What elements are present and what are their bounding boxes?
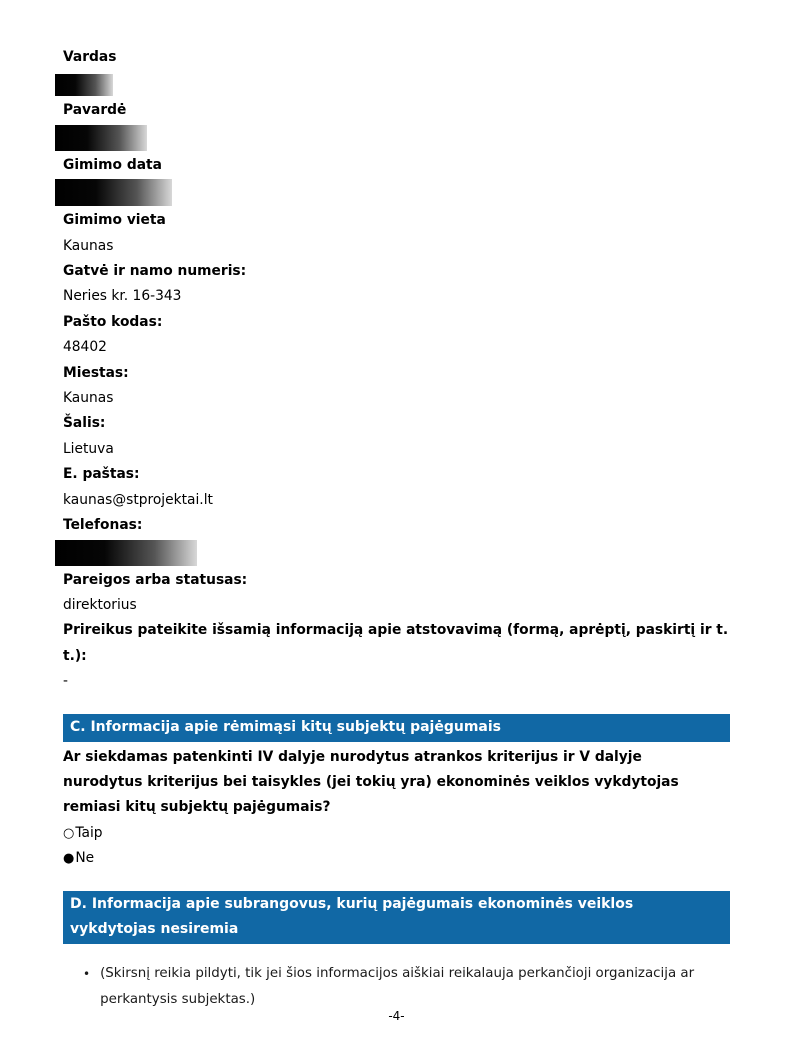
field-label-epastas: E. paštas: <box>63 466 140 483</box>
field-pareigos <box>63 568 730 619</box>
field-pasto-kodas <box>63 310 730 361</box>
field-label-gatve: Gatvė ir namo numeris: <box>63 263 247 280</box>
radio-selected-icon: ● <box>63 851 75 867</box>
section-d-note-text: (Skirsnį reikia pildyti, tik jei šios informacijos aiškiai reikalauja perkančioji organizacija ar perkantysis subjektas.) <box>100 965 695 1007</box>
field-gimimo-vieta <box>63 208 730 259</box>
redacted-value-telefonas <box>55 540 197 566</box>
field-label-atstovavimas: Prireikus pateikite išsamią informaciją apie atstovavimą (formą, aprėptį, paskirtį ir t. t.): <box>63 622 729 664</box>
list-item <box>83 961 703 1013</box>
redacted-value-gimimo-data <box>55 179 172 206</box>
field-value-pareigos: direktorius <box>63 596 137 613</box>
radio-label-taip: Taip <box>75 824 103 841</box>
section-c-question: Ar siekdamas patenkinti IV dalyje nurodytus atrankos kriterijus ir V dalyje nurodytus kriterijus bei taisykles (jei tokių yra) ekonominės veiklos vykdytojas remiasi kitų subjektų pajėgumais? <box>63 748 679 816</box>
field-value-pasto-kodas: 48402 <box>63 339 107 356</box>
field-value-epastas: kaunas@stprojektai.lt <box>63 491 213 508</box>
field-epastas <box>63 462 730 513</box>
section-d-header: D. Informacija apie subrangovus, kurių pajėgumais ekonominės veiklos vykdytojas nesiremia <box>63 891 730 944</box>
field-label-pareigos: Pareigos arba statusas: <box>63 571 248 588</box>
field-label-gimimo-vieta: Gimimo vieta <box>63 212 166 229</box>
field-gatve <box>63 259 730 310</box>
field-label-miestas: Miestas: <box>63 364 129 381</box>
field-label-gimimo-data: Gimimo data <box>63 156 162 173</box>
field-value-gatve: Neries kr. 16-343 <box>63 288 182 305</box>
page-number: -4- <box>388 1009 405 1023</box>
field-label-vardas: Vardas <box>63 49 117 65</box>
radio-unselected-icon: ○ <box>63 825 75 841</box>
radio-option-ne[interactable] <box>63 846 730 871</box>
field-value-salis: Lietuva <box>63 440 114 457</box>
field-miestas <box>63 361 730 412</box>
field-label-pavarde: Pavardė <box>63 102 127 119</box>
field-telefonas <box>63 513 730 565</box>
field-vardas <box>63 45 730 96</box>
field-value-atstovavimas: - <box>63 673 68 690</box>
field-pavarde <box>63 98 730 150</box>
radio-option-taip[interactable] <box>63 821 730 846</box>
radio-label-ne: Ne <box>75 850 95 867</box>
redacted-value-pavarde <box>55 125 147 151</box>
field-label-telefonas: Telefonas: <box>63 517 143 534</box>
bullet-icon: • <box>83 966 91 981</box>
field-value-miestas: Kaunas <box>63 390 114 407</box>
field-atstovavimas <box>63 618 730 694</box>
field-label-salis: Šalis: <box>63 415 106 432</box>
field-salis <box>63 411 730 462</box>
field-label-pasto-kodas: Pašto kodas: <box>63 313 163 330</box>
redacted-value-vardas <box>55 74 113 96</box>
field-value-gimimo-vieta: Kaunas <box>63 237 114 254</box>
section-d-note-list <box>83 961 730 1013</box>
field-gimimo-data <box>63 153 730 206</box>
section-c-header: C. Informacija apie rėmimąsi kitų subjektų pajėgumais <box>63 714 730 742</box>
